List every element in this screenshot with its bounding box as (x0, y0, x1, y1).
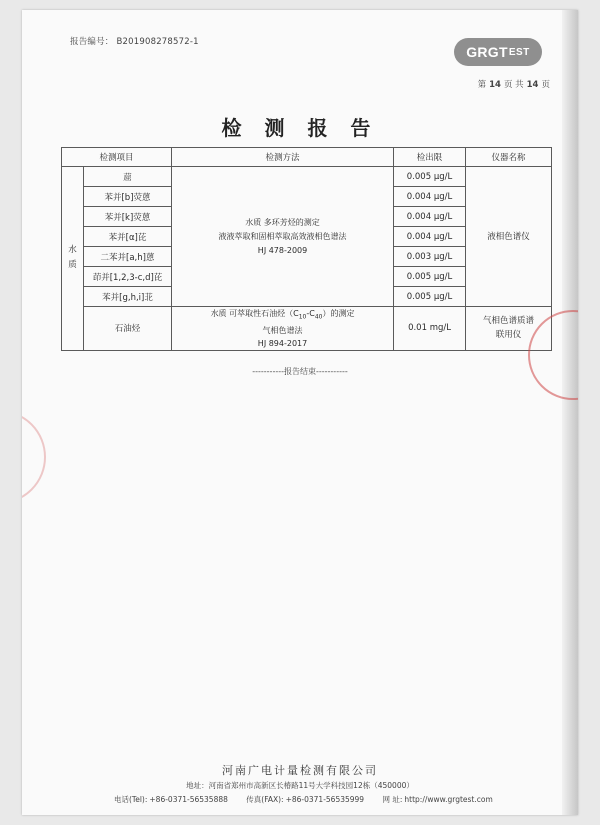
item-limit: 0.005 μg/L (394, 167, 466, 187)
tph-method-dash: -C (306, 309, 315, 318)
tph-method-standard: HJ 894-2017 (257, 338, 308, 348)
tph-instrument-text: 气相色谱质谱 联用仪 (483, 316, 535, 341)
tph-method-cell (172, 307, 394, 351)
company-name: 河南广电计量检测有限公司 (222, 764, 378, 777)
item-limit: 0.005 μg/L (394, 287, 466, 307)
page-title: 检 测 报 告 (221, 116, 379, 140)
tph-method-line1 (172, 307, 393, 324)
tel-label: 电话(Tel): (114, 795, 148, 804)
tph-method-sub1: 10 (298, 313, 307, 321)
report-page (22, 10, 578, 815)
item-limit: 0.005 μg/L (394, 267, 466, 287)
page-label-pre: 第 (477, 80, 487, 90)
page-indicator (454, 78, 550, 90)
fax-value: +86-0371-56535999 (285, 795, 365, 804)
tph-method-sub2: 40 (314, 313, 323, 321)
table-row (62, 307, 552, 351)
header-limit: 检出限 (394, 148, 466, 167)
pah-method-cell (172, 167, 394, 307)
grgtest-logo (454, 38, 542, 66)
category-text: 水 质 (68, 245, 77, 271)
pah-instrument: 液相色谱仪 (466, 167, 552, 307)
item-name: 苯并[α]芘 (84, 227, 172, 247)
tph-method-text-b: ）的测定 (322, 309, 355, 318)
tel-value: +86-0371-56535888 (149, 795, 228, 804)
page-label-post: 页 (541, 80, 550, 90)
fax-label: 传真(FAX): (246, 795, 284, 804)
table-row (62, 167, 552, 187)
logo-main-text: GRGT (466, 44, 508, 60)
faded-seal-stamp (22, 410, 46, 504)
report-number-value: B201908278572-1 (116, 37, 199, 47)
tph-limit: 0.01 mg/L (394, 307, 466, 351)
item-limit: 0.004 μg/L (394, 227, 466, 247)
results-table (61, 147, 552, 351)
item-name: 苯并[b]荧蒽 (84, 187, 172, 207)
item-name: 䓛 (84, 167, 172, 187)
report-number-label: 报告编号： (70, 37, 114, 47)
table-header-row (62, 148, 552, 167)
contact-line (114, 794, 564, 805)
item-name: 苯并[k]荧蒽 (84, 207, 172, 227)
tph-item-name: 石油烃 (84, 307, 172, 351)
logo-sub-text: EST (508, 46, 530, 58)
page-total: 14 (526, 80, 539, 90)
web-label: 网 址: (382, 795, 403, 804)
pah-method-line1: 水质 多环芳烃的测定 (245, 217, 320, 227)
tph-method-text-a: 水质 可萃取性石油烃（C (210, 309, 299, 318)
end-of-report: -----------报告结束----------- (252, 367, 348, 376)
page-current: 14 (489, 80, 501, 90)
item-limit: 0.003 μg/L (394, 247, 466, 267)
page-label-mid: 页 共 (503, 80, 524, 90)
item-name: 茚并[1,2,3-c,d]芘 (84, 267, 172, 287)
item-name: 二苯并[a,h]蒽 (84, 247, 172, 267)
web-value: http://www.grgtest.com (404, 795, 493, 804)
item-limit: 0.004 μg/L (394, 187, 466, 207)
report-number (70, 35, 199, 47)
header-method: 检测方法 (172, 148, 394, 167)
category-cell (62, 167, 84, 351)
pah-method-line2: 液液萃取和固相萃取高效液相色谱法 (218, 231, 347, 241)
item-limit: 0.004 μg/L (394, 207, 466, 227)
header-instrument: 仪器名称 (466, 148, 552, 167)
header-test-item: 检测项目 (62, 148, 172, 167)
company-address: 地址：河南省郑州市高新区长椿路11号大学科技园12栋（450000） (186, 781, 414, 790)
item-name: 苯并[g,h,i]苝 (84, 287, 172, 307)
tph-method-line2: 气相色谱法 (262, 325, 303, 335)
pah-method-standard: HJ 478-2009 (257, 245, 308, 255)
